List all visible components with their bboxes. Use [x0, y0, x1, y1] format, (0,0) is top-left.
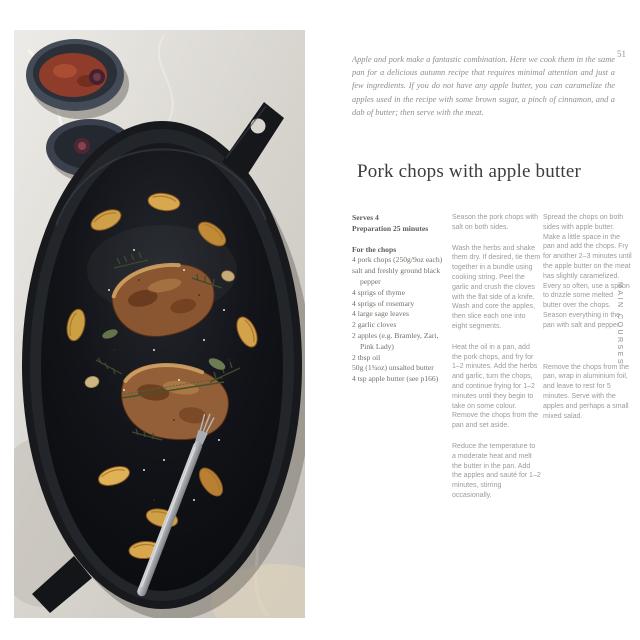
ingredient-item: 4 pork chops (250g/9oz each)	[352, 255, 443, 265]
ingredients-column	[352, 213, 451, 385]
recipe-meta	[352, 213, 451, 235]
method-paragraph: Season the pork chops with salt on both sides.	[452, 214, 538, 231]
recipe-intro: Apple and pork make a fantastic combination. Here we cook them in the same pan for a delicious autumn recipe that requires minimal attention and just a few ingredients. If you do not have any apple butter, you can caramelize the apples used in the recipe with some brown sugar, a pinch of cinnamon, and a dab of butter; then serve with the meat.	[352, 55, 615, 117]
serves-label: Serves 4	[352, 213, 379, 222]
section-label: MAIN COURSES	[616, 282, 623, 367]
ingredient-item: 2 garlic cloves	[352, 320, 397, 330]
ingredient-item: 4 sprigs of thyme	[352, 287, 405, 297]
photo-page	[14, 30, 305, 618]
ingredient-item: salt and freshly ground black pepper	[352, 266, 441, 286]
method-paragraph: Reduce the temperature to a moderate heat and melt the butter in the pan. Add the apples and sauté for 1–2 minutes, stirring occasionally.	[452, 442, 541, 499]
ingredient-item: 2 apples (e.g. Bramley, Zari, Pink Lady)	[352, 330, 439, 351]
page-number: 51	[617, 49, 626, 59]
preparation-label: Preparation 25 minutes	[352, 223, 429, 233]
recipe-title: Pork chops with apple butter	[357, 161, 582, 182]
ingredients-list	[352, 255, 451, 385]
method-paragraph: Wash the herbs and shake them dry. If desired, tie them together in a bundle using cooking string. Peel the garlic and crush the cloves with the flat side of a knife. Wash and core the apples, then slice each one into eight segments.	[452, 244, 541, 330]
ingredient-item: 4 large sage leaves	[352, 309, 409, 319]
ingredient-item: 50g (1¾oz) unsalted butter	[352, 363, 434, 373]
ingredient-item: 4 sprigs of rosemary	[352, 298, 415, 308]
method-paragraph: Spread the chops on both sides with apple butter. Make a little space in the pan and add the chops. Fry for another 2–3 minutes until the apple butter on the meat has slightly caramelized. Every so often, use a spoon to drizzle some melted butter over the chops. Season everything in the pan with salt and pepper.	[543, 214, 632, 329]
method-paragraph: Remove the chops from the pan, wrap in aluminium foil, and leave to rest for 5 minutes. Serve with the apples and perhaps a small mixed salad.	[543, 363, 629, 420]
recipe-page	[305, 0, 640, 640]
food-photo	[14, 30, 305, 618]
method-column-1	[452, 213, 541, 512]
ingredient-item: 2 tbsp oil	[352, 352, 381, 362]
ingredient-item: 4 tsp apple butter (see p166)	[352, 374, 439, 384]
method-paragraph: Heat the oil in a pan, add the pork chops, and fry for 1–2 minutes. Add the herbs and garlic, turn the chops, and continue frying for 1–2 minutes until they begin to take on some colour. Remove the chops from the pan and set aside.	[452, 343, 538, 430]
ingredients-heading: For the chops	[352, 244, 397, 254]
